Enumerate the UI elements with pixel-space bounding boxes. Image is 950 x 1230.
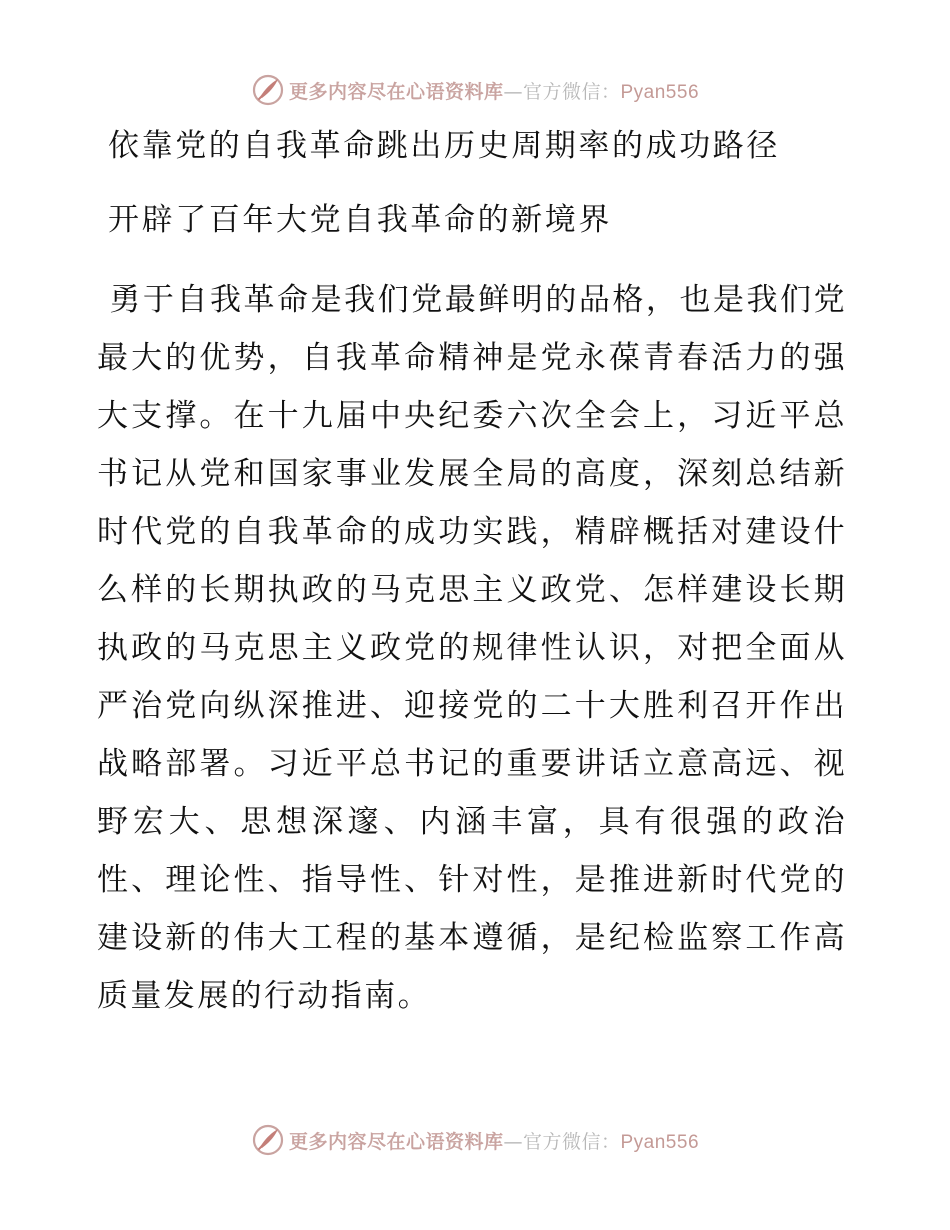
banner-wechat-label: 官方微信： bbox=[522, 80, 621, 103]
header-banner bbox=[0, 70, 950, 110]
banner-wechat-id: Pyan556 bbox=[620, 81, 700, 103]
banner-slogan: 更多内容尽在心语资料库 bbox=[288, 80, 504, 103]
banner-wechat-id: Pyan556 bbox=[620, 1131, 700, 1153]
quill-pen-logo-icon bbox=[251, 73, 285, 107]
document-title: 依靠党的自我革命跳出历史周期率的成功路径 bbox=[108, 128, 780, 164]
banner-separator: — bbox=[503, 1130, 523, 1153]
banner-text bbox=[289, 1127, 699, 1154]
quill-pen-logo-icon bbox=[251, 1123, 285, 1157]
banner-slogan: 更多内容尽在心语资料库 bbox=[288, 1130, 504, 1153]
banner-separator: — bbox=[503, 80, 523, 103]
banner-text bbox=[289, 77, 699, 104]
body-paragraph: 勇于自我革命是我们党最鲜明的品格，也是我们党最大的优势，自我革命精神是党永葆青春活力的强大支撑。在十九届中央纪委六次全会上，习近平总书记从党和国家事业发展全局的高度，深刻总结新时代党的自我革命的成功实践，精辟概括对建设什么样的长期执政的马克思主义政党、怎样建设长期执政的马克思主义政党的规律性认识，对把全面从严治党向纵深推进、迎接党的二十大胜利召开作出战略部署。习近平总书记的重要讲话立意高远、视野宏大、思想深邃、内涵丰富，具有很强的政治性、理论性、指导性、针对性，是推进新时代党的建设新的伟大工程的基本遵循，是纪检监察工作高质量发展的行动指南。 bbox=[97, 282, 847, 1014]
banner-wechat-label: 官方微信： bbox=[522, 1130, 621, 1153]
footer-banner bbox=[0, 1120, 950, 1160]
document-subtitle: 开辟了百年大党自我革命的新境界 bbox=[108, 202, 612, 238]
